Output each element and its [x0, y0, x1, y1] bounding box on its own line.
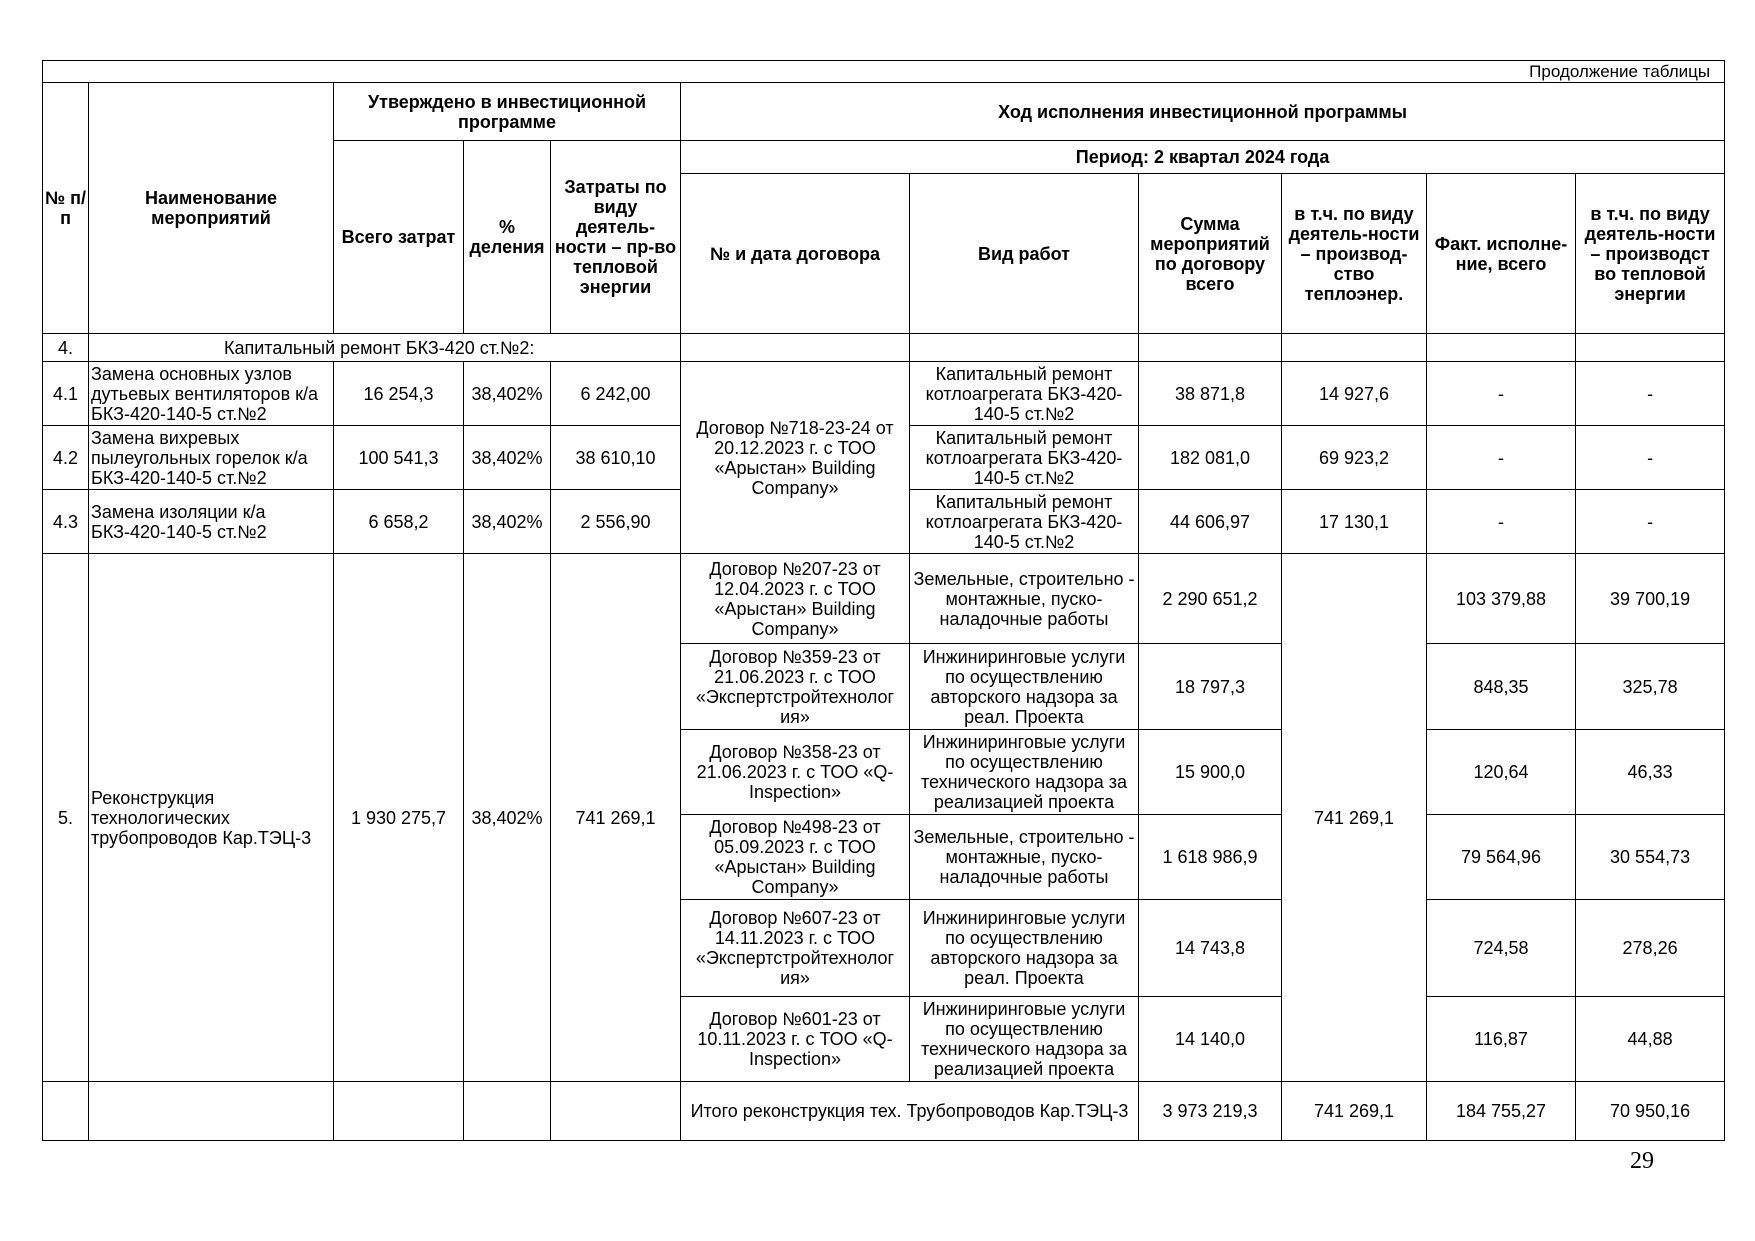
row-sum: 18 797,3 — [1139, 644, 1282, 730]
total-row-label: Итого реконструкция тех. Трубопроводов Кар.ТЭЦ-3 — [681, 1082, 1139, 1141]
row-fact: 103 379,88 — [1427, 554, 1576, 644]
row-total: 6 658,2 — [334, 490, 464, 554]
row-fact-activity: - — [1576, 426, 1725, 490]
header-fact-total: Факт. исполне-ние, всего — [1427, 174, 1576, 334]
row-total: 100 541,3 — [334, 426, 464, 490]
total-row-num — [43, 1082, 89, 1141]
row-num: 4.2 — [43, 426, 89, 490]
section5-cost: 741 269,1 — [551, 554, 681, 1082]
row-sum: 38 871,8 — [1139, 362, 1282, 426]
row-work: Земельные, строительно - монтажные, пуско-наладочные работы — [910, 815, 1139, 900]
row-work: Земельные, строительно - монтажные, пуско-наладочные работы — [910, 554, 1139, 644]
header-contract: № и дата договора — [681, 174, 910, 334]
row-work: Инжиниринговые услуги по осуществлению авторского надзора за реал. Проекта — [910, 644, 1139, 730]
row-num: 4.1 — [43, 362, 89, 426]
row-pct: 38,402% — [464, 490, 551, 554]
row-sum-activity: 17 130,1 — [1282, 490, 1427, 554]
section5-total: 1 930 275,7 — [334, 554, 464, 1082]
header-total-cost: Всего затрат — [334, 141, 464, 334]
investment-program-table — [42, 60, 1725, 1141]
row-sum: 182 081,0 — [1139, 426, 1282, 490]
row-fact-activity: 30 554,73 — [1576, 815, 1725, 900]
row-fact-activity: 278,26 — [1576, 900, 1725, 997]
header-cost-by-activity: Затраты по виду деятель-ности – пр-во тепловой энергии — [551, 141, 681, 334]
row-contract: Договор №207-23 от 12.04.2023 г. с ТОО «Арыстан» Building Company» — [681, 554, 910, 644]
row-work: Капитальный ремонт котлоагрегата БКЗ-420-140-5 ст.№2 — [910, 490, 1139, 554]
row-work: Инжиниринговые услуги по осуществлению авторского надзора за реал. Проекта — [910, 900, 1139, 997]
total-row-sum-activity: 741 269,1 — [1282, 1082, 1427, 1141]
row-fact-activity: 46,33 — [1576, 730, 1725, 815]
total-row-fact: 184 755,27 — [1427, 1082, 1576, 1141]
row-name: Замена вихревых пылеугольных горелок к/а БКЗ-420-140-5 ст.№2 — [89, 426, 334, 490]
row-pct: 38,402% — [464, 362, 551, 426]
section5-num: 5. — [43, 554, 89, 1082]
row-sum-activity: 14 927,6 — [1282, 362, 1427, 426]
row-contract: Договор №601-23 от 10.11.2023 г. с ТОО «Q-Inspection» — [681, 997, 910, 1082]
header-contract-by-activity: в т.ч. по виду деятель-ности – производ-ство теплоэнер. — [1282, 174, 1427, 334]
row-fact: - — [1427, 426, 1576, 490]
row-sum: 1 618 986,9 — [1139, 815, 1282, 900]
header-num: № п/п — [43, 83, 89, 334]
row-pct: 38,402% — [464, 426, 551, 490]
section4-contract: Договор №718-23-24 от 20.12.2023 г. с ТОО «Арыстан» Building Company» — [681, 362, 910, 554]
header-contract-sum: Сумма мероприятий по договору всего — [1139, 174, 1282, 334]
row-sum-activity: 69 923,2 — [1282, 426, 1427, 490]
row-fact-activity: - — [1576, 362, 1725, 426]
row-fact: 116,87 — [1427, 997, 1576, 1082]
row-fact-activity: 44,88 — [1576, 997, 1725, 1082]
row-fact: - — [1427, 362, 1576, 426]
row-cost: 6 242,00 — [551, 362, 681, 426]
row-fact: 724,58 — [1427, 900, 1576, 997]
section5-pct: 38,402% — [464, 554, 551, 1082]
row-work: Капитальный ремонт котлоагрегата БКЗ-420-140-5 ст.№2 — [910, 426, 1139, 490]
header-pct: % деления — [464, 141, 551, 334]
row-contract: Договор №358-23 от 21.06.2023 г. с ТОО «Q-Inspection» — [681, 730, 910, 815]
row-sum: 14 743,8 — [1139, 900, 1282, 997]
row-work: Капитальный ремонт котлоагрегата БКЗ-420-140-5 ст.№2 — [910, 362, 1139, 426]
row-fact-activity: 325,78 — [1576, 644, 1725, 730]
header-period: Период: 2 квартал 2024 года — [681, 141, 1725, 174]
header-progress-group: Ход исполнения инвестиционной программы — [681, 83, 1725, 141]
section5-sum-activity: 741 269,1 — [1282, 554, 1427, 1082]
row-fact-activity: - — [1576, 490, 1725, 554]
row-sum: 15 900,0 — [1139, 730, 1282, 815]
row-num: 4.3 — [43, 490, 89, 554]
row-cost: 38 610,10 — [551, 426, 681, 490]
section4-title: Капитальный ремонт БКЗ-420 ст.№2: — [89, 334, 681, 362]
row-sum: 14 140,0 — [1139, 997, 1282, 1082]
row-fact: 120,64 — [1427, 730, 1576, 815]
page-number: 29 — [1630, 1148, 1654, 1174]
header-work-type: Вид работ — [910, 174, 1139, 334]
row-contract: Договор №498-23 от 05.09.2023 г. с ТОО «Арыстан» Building Company» — [681, 815, 910, 900]
row-fact: - — [1427, 490, 1576, 554]
row-contract: Договор №359-23 от 21.06.2023 г. с ТОО «Экспертстройтехнолог ия» — [681, 644, 910, 730]
row-fact: 848,35 — [1427, 644, 1576, 730]
section4-num: 4. — [43, 334, 89, 362]
row-fact-activity: 39 700,19 — [1576, 554, 1725, 644]
row-fact: 79 564,96 — [1427, 815, 1576, 900]
row-work: Инжиниринговые услуги по осуществлению технического надзора за реализацией проекта — [910, 730, 1139, 815]
row-name: Замена основных узлов дутьевых вентиляторов к/а БКЗ-420-140-5 ст.№2 — [89, 362, 334, 426]
row-contract: Договор №607-23 от 14.11.2023 г. с ТОО «Экспертстройтехнолог ия» — [681, 900, 910, 997]
header-name: Наименование мероприятий — [89, 83, 334, 334]
header-approved-group: Утверждено в инвестиционной программе — [334, 83, 681, 141]
row-total: 16 254,3 — [334, 362, 464, 426]
total-row-sum: 3 973 219,3 — [1139, 1082, 1282, 1141]
row-sum: 44 606,97 — [1139, 490, 1282, 554]
header-fact-by-activity: в т.ч. по виду деятель-ности – производст во тепловой энергии — [1576, 174, 1725, 334]
continuation-label: Продолжение таблицы — [43, 61, 1725, 83]
row-cost: 2 556,90 — [551, 490, 681, 554]
section5-name: Реконструкция технологических трубопроводов Кар.ТЭЦ-3 — [89, 554, 334, 1082]
total-row-fact-activity: 70 950,16 — [1576, 1082, 1725, 1141]
row-work: Инжиниринговые услуги по осуществлению технического надзора за реализацией проекта — [910, 997, 1139, 1082]
row-name: Замена изоляции к/а БКЗ-420-140-5 ст.№2 — [89, 490, 334, 554]
row-sum: 2 290 651,2 — [1139, 554, 1282, 644]
